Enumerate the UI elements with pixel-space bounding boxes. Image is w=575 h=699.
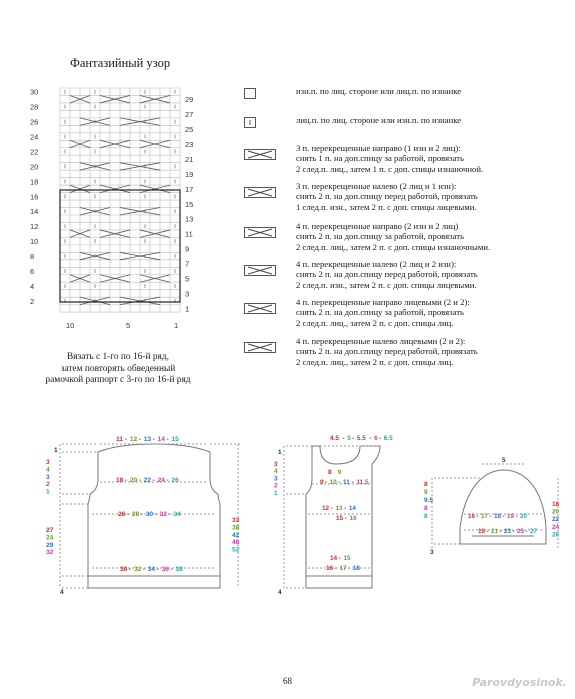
size-value: 6 bbox=[374, 435, 378, 442]
size-separator: - bbox=[369, 435, 372, 442]
cross-symbol-icon bbox=[244, 227, 276, 238]
size-value: 4 bbox=[278, 589, 282, 596]
size-value: 38 bbox=[175, 566, 183, 573]
cross-symbol-icon bbox=[244, 265, 276, 276]
size-value: 19 bbox=[478, 528, 485, 535]
row-number-left: 16 bbox=[30, 192, 39, 202]
size-separator: - bbox=[166, 436, 169, 443]
size-value: 8 bbox=[424, 505, 428, 512]
page-number: 68 bbox=[283, 676, 292, 686]
legend-text: снять 2 п. на доп.спицу за работой, провязать bbox=[296, 307, 464, 318]
size-value: 34 bbox=[173, 511, 181, 518]
column-number: 1 bbox=[174, 321, 179, 331]
row-number-left: 8 bbox=[30, 252, 35, 262]
size-value: 38 bbox=[232, 524, 240, 532]
size-value: 36 bbox=[161, 566, 169, 573]
size-value: 29 bbox=[46, 541, 54, 549]
legend-text: 2 след.п. лиц., затем 1 п. с доп. спицы изнаночной. bbox=[296, 163, 484, 174]
sleeve-pattern bbox=[420, 456, 565, 576]
size-value: 9 bbox=[337, 469, 342, 476]
size-value: 4 bbox=[274, 468, 278, 476]
row-number-right: 17 bbox=[185, 184, 194, 194]
size-separator: - bbox=[334, 565, 337, 572]
size-value: 32 bbox=[46, 549, 54, 557]
size-separator: - bbox=[152, 477, 155, 484]
size-value: 27 bbox=[46, 527, 54, 534]
size-value: 18 bbox=[352, 565, 360, 572]
size-value: 30 bbox=[145, 511, 154, 518]
row-number-left: 18 bbox=[30, 177, 39, 187]
size-value: 14 bbox=[348, 505, 356, 512]
chart-title: Фантазийный узор bbox=[70, 56, 171, 70]
front-pattern bbox=[272, 428, 402, 608]
row-number-left: 12 bbox=[30, 222, 39, 232]
size-separator: - bbox=[156, 566, 159, 573]
size-value: 15 bbox=[343, 555, 351, 562]
cross-symbol-icon bbox=[244, 342, 276, 353]
size-value: 16 bbox=[326, 565, 334, 572]
size-value: 8 bbox=[424, 513, 428, 520]
size-value: 30 bbox=[120, 566, 128, 573]
size-separator: - bbox=[154, 511, 157, 518]
row-number-left: 6 bbox=[30, 267, 35, 277]
size-separator: - bbox=[486, 528, 489, 535]
size-value: 15 bbox=[171, 436, 179, 443]
size-separator: - bbox=[128, 566, 132, 573]
size-value: 32 bbox=[159, 511, 167, 518]
legend-text: 4 п. перекрещенные налево лицевыми (2 и 2): bbox=[296, 336, 466, 346]
size-value: 3 bbox=[46, 473, 50, 481]
size-separator: - bbox=[476, 513, 479, 520]
size-value: 10 bbox=[329, 479, 337, 486]
size-separator: - bbox=[379, 435, 382, 442]
size-separator: - bbox=[489, 513, 492, 520]
size-separator: - bbox=[152, 436, 155, 443]
legend-text: снять 2 п. на доп.спицу перед работой, провязать bbox=[296, 191, 478, 202]
size-value: 9 bbox=[320, 479, 324, 486]
size-separator: - bbox=[338, 555, 341, 562]
size-value: 8 bbox=[328, 469, 332, 476]
size-value: 24 bbox=[46, 534, 54, 542]
size-value: 22 bbox=[143, 477, 152, 484]
size-value: 20 bbox=[552, 508, 560, 516]
size-separator: - bbox=[140, 511, 143, 518]
size-value: 26 bbox=[552, 531, 560, 539]
size-value: 16 bbox=[349, 515, 357, 522]
row-number-right: 11 bbox=[185, 229, 193, 239]
size-separator: - bbox=[525, 528, 528, 535]
size-separator: - bbox=[124, 436, 128, 443]
size-value: 2 bbox=[274, 482, 278, 490]
legend-text: 4 п. перекрещенные налево (2 лиц и 2 изн): bbox=[296, 259, 457, 269]
legend-text: 2 след.п. лиц., затем 2 п. с доп. спицы лиц. bbox=[296, 356, 454, 367]
row-number-right: 21 bbox=[185, 154, 194, 164]
size-value: 23 bbox=[504, 528, 511, 535]
size-separator: - bbox=[502, 513, 505, 520]
size-value: 16 bbox=[468, 513, 475, 520]
legend-text: лиц.п. по лиц. стороне или изн.п. по изнанке bbox=[296, 115, 462, 125]
size-value: 3 bbox=[274, 461, 278, 468]
size-value: 52 bbox=[232, 546, 240, 554]
size-separator: - bbox=[324, 479, 327, 486]
legend-text: 3 п. перекрещенные направо (1 изн и 2 лиц): bbox=[296, 143, 461, 153]
size-value: 22 bbox=[552, 516, 560, 524]
legend-text: снять 1 п. на доп.спицу за работой, провязать bbox=[296, 153, 464, 164]
size-value: 34 bbox=[147, 566, 156, 573]
row-number-right: 3 bbox=[185, 289, 190, 299]
size-value: 24 bbox=[157, 477, 165, 484]
caption-line: Вязать с 1-го по 16-й ряд, bbox=[67, 352, 169, 362]
size-value: 1 bbox=[46, 488, 50, 496]
row-number-right: 25 bbox=[185, 125, 194, 135]
row-number-left: 28 bbox=[30, 102, 39, 112]
legend-item bbox=[244, 336, 564, 368]
row-number-right: 5 bbox=[185, 274, 190, 284]
size-value: 27 bbox=[530, 528, 537, 535]
size-separator: - bbox=[342, 435, 345, 442]
legend-item bbox=[244, 86, 564, 98]
row-number-left: 4 bbox=[30, 281, 35, 291]
size-value: 1 bbox=[274, 489, 278, 497]
size-value: 1 bbox=[54, 447, 58, 454]
size-value: 14 bbox=[157, 436, 165, 443]
size-separator: - bbox=[344, 505, 347, 512]
row-number-right: 13 bbox=[185, 214, 194, 224]
caption-line: затем повторять обведенный bbox=[60, 363, 176, 374]
legend-item bbox=[244, 115, 564, 127]
size-separator: - bbox=[170, 566, 173, 573]
size-separator: - bbox=[138, 477, 141, 484]
size-value: 17 bbox=[339, 565, 347, 572]
caption-line: рамочкой раппорт с 3-го по 16-й ряд bbox=[45, 375, 191, 385]
size-value: 11.5 bbox=[356, 479, 369, 486]
row-number-right: 1 bbox=[185, 304, 190, 314]
size-value: 42 bbox=[232, 531, 240, 539]
size-value: 2 bbox=[46, 481, 50, 489]
size-value: 9 bbox=[424, 489, 428, 496]
size-separator: - bbox=[330, 505, 333, 512]
size-value: 5 bbox=[502, 457, 506, 464]
size-value: 12 bbox=[129, 436, 138, 443]
size-value: 18 bbox=[494, 513, 501, 520]
size-separator: - bbox=[166, 477, 169, 484]
size-value: 4 bbox=[46, 466, 50, 474]
size-separator: - bbox=[348, 565, 351, 572]
size-value: 11 bbox=[116, 436, 123, 443]
row-number-right: 9 bbox=[185, 244, 190, 254]
knitting-chart bbox=[26, 82, 226, 346]
size-value: 13 bbox=[143, 436, 152, 443]
size-value: 17 bbox=[481, 513, 488, 520]
cross-symbol-icon bbox=[244, 187, 276, 198]
size-value: 25 bbox=[517, 528, 524, 535]
row-number-right: 15 bbox=[185, 199, 194, 209]
row-number-left: 20 bbox=[30, 162, 39, 172]
legend-text: изн.п. по лиц. стороне или лиц.п. по изнанке bbox=[296, 86, 462, 96]
size-value: 1 bbox=[278, 449, 282, 456]
size-value: 18 bbox=[552, 501, 560, 508]
dash-cell-symbol bbox=[244, 117, 256, 128]
legend-item bbox=[244, 143, 564, 175]
size-separator: - bbox=[142, 566, 145, 573]
size-value: 11 bbox=[343, 479, 350, 486]
size-value: 26 bbox=[171, 477, 179, 484]
size-value: 32 bbox=[133, 566, 142, 573]
size-value: 33 bbox=[232, 517, 240, 524]
size-separator: - bbox=[338, 479, 341, 486]
row-number-left: 26 bbox=[30, 117, 39, 127]
size-separator: - bbox=[352, 435, 355, 442]
size-value: 21 bbox=[491, 528, 498, 535]
size-value: 28 bbox=[131, 511, 140, 518]
size-value: 3 bbox=[274, 475, 278, 483]
row-number-left: 2 bbox=[30, 296, 35, 306]
row-number-left: 24 bbox=[30, 132, 39, 142]
watermark: Parovdyosinok. bbox=[472, 676, 567, 689]
size-separator: - bbox=[512, 528, 515, 535]
cross-symbol-icon bbox=[244, 303, 276, 314]
size-value: 8 bbox=[424, 481, 428, 488]
size-value: 20 bbox=[520, 513, 527, 520]
column-number: 5 bbox=[126, 321, 131, 331]
size-separator: - bbox=[138, 436, 141, 443]
size-value: 3 bbox=[430, 549, 434, 556]
legend-item bbox=[244, 259, 564, 291]
row-number-left: 14 bbox=[30, 207, 39, 217]
size-value: 26 bbox=[118, 511, 126, 518]
size-value: 4.5 bbox=[330, 435, 339, 442]
row-number-right: 7 bbox=[185, 259, 190, 269]
size-value: 15 bbox=[336, 515, 344, 522]
legend-text: 2 след.п. лиц., затем 2 п. с доп. спицы изнаночными. bbox=[296, 241, 491, 252]
size-value: 20 bbox=[129, 477, 138, 484]
size-value: 3 bbox=[46, 459, 50, 466]
legend-text: 3 п. перекрещенные налево (2 лиц и 1 изн): bbox=[296, 181, 457, 191]
size-value: 6.5 bbox=[383, 435, 393, 442]
legend-text: 1 след.п. изн., затем 2 п. с доп. спицы лицевыми. bbox=[296, 201, 477, 212]
size-separator: - bbox=[499, 528, 502, 535]
size-value: 18 bbox=[116, 477, 124, 484]
legend-item bbox=[244, 181, 564, 213]
size-separator: - bbox=[351, 479, 354, 486]
size-separator: - bbox=[344, 515, 347, 522]
size-separator: - bbox=[124, 477, 128, 484]
row-number-left: 30 bbox=[30, 87, 39, 97]
size-value: 14 bbox=[330, 555, 338, 562]
legend-text: 2 след.п. лиц., затем 2 п. с доп. спицы лиц. bbox=[296, 317, 454, 328]
size-value: 12 bbox=[322, 505, 330, 512]
row-number-left: 22 bbox=[30, 147, 39, 157]
empty-cell-symbol bbox=[244, 88, 256, 99]
legend-item bbox=[244, 221, 564, 253]
size-value: 9.5 bbox=[424, 497, 433, 504]
size-value: 24 bbox=[552, 523, 560, 531]
row-number-right: 23 bbox=[185, 140, 194, 150]
row-number-right: 27 bbox=[185, 110, 194, 120]
size-value: 48 bbox=[232, 539, 240, 547]
size-separator: - bbox=[168, 511, 171, 518]
legend-item bbox=[244, 297, 564, 329]
size-separator: - bbox=[515, 513, 518, 520]
size-value: 5 bbox=[347, 435, 351, 442]
back-pattern bbox=[40, 428, 258, 608]
size-value: 13 bbox=[335, 505, 343, 512]
legend-text: 2 след.п. изн., затем 2 п. с доп. спицы лицевыми. bbox=[296, 279, 477, 290]
size-separator: - bbox=[126, 511, 130, 518]
row-number-right: 19 bbox=[185, 169, 194, 179]
column-number: 10 bbox=[66, 321, 75, 331]
legend-text: снять 2 п. на доп.спицу за работой, провязать bbox=[296, 231, 464, 242]
row-number-left: 10 bbox=[30, 237, 39, 247]
cross-symbol-icon bbox=[244, 149, 276, 160]
size-value: 4 bbox=[60, 589, 64, 596]
legend-text: 4 п. перекрещенные направо (2 изн и 2 лиц) bbox=[296, 221, 459, 231]
legend-text: снять 2 п. на доп.спицу перед работой, провязать bbox=[296, 269, 478, 280]
legend-text: снять 2 п. на доп.спицу перед работой, провязать bbox=[296, 346, 478, 357]
size-value: 19 bbox=[507, 513, 514, 520]
size-value: 5.5 bbox=[356, 435, 366, 442]
legend-text: 4 п. перекрещенные направо лицевыми (2 и 2): bbox=[296, 297, 470, 307]
row-number-right: 29 bbox=[185, 95, 194, 105]
chart-caption bbox=[28, 352, 208, 387]
